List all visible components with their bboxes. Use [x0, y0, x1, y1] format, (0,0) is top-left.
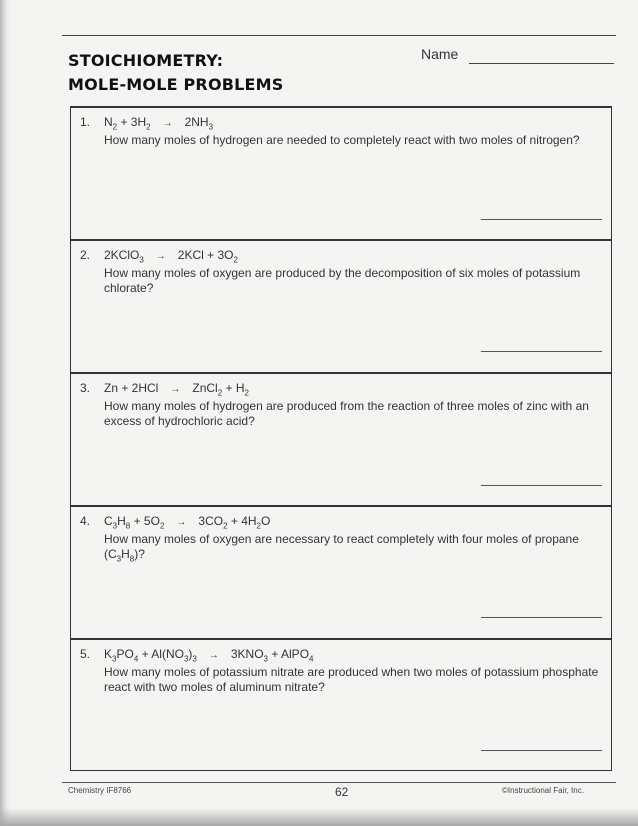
answer-line[interactable]	[481, 617, 602, 618]
footer-book-id: Chemistry IF8766	[68, 786, 132, 795]
page-left-shadow	[0, 0, 10, 826]
problem-number: 5.	[80, 647, 91, 661]
arrow-icon: →	[170, 384, 181, 395]
problem-question: How many moles of hydrogen are needed to completely react with two moles of nitrogen?	[104, 133, 580, 147]
problem-box-4	[70, 505, 612, 639]
title-line-2: MOLE-MOLE PROBLEMS	[68, 75, 284, 94]
page-number: 62	[335, 785, 349, 799]
problem-question: How many moles of oxygen are produced by the decomposition of six moles of potassium chlorate?	[104, 266, 581, 295]
problem-box-1	[70, 106, 612, 240]
chemical-equation: $N_2 + 3H_2 \to 2NH_3$	[104, 115, 214, 132]
answer-line[interactable]	[481, 219, 602, 220]
footer-copyright: ©Instructional Fair, Inc.	[502, 786, 584, 795]
problem-question: How many moles of oxygen are necessary to react completely with four moles of propane $(C_3H_8)$?	[104, 532, 579, 564]
footer-rule	[62, 782, 616, 783]
arrow-icon: →	[208, 650, 219, 661]
title-line-1: STOICHIOMETRY:	[68, 51, 224, 70]
problem-question: How many moles of hydrogen are produced from the reaction of three moles of zinc with an excess of hydrochloric acid?	[104, 399, 589, 428]
problem-box-5	[70, 638, 612, 771]
problem-box-3	[70, 372, 612, 506]
problem-number: 3.	[80, 381, 91, 395]
chemical-equation: Zn + 2HCl → ZnCl$_2$ + $H_2$	[104, 381, 249, 398]
chemical-equation: $K_3PO_4 + Al(NO_3)_3 \to 3KNO_3$ + AlPO$_4$	[104, 647, 314, 664]
name-field-line[interactable]	[469, 63, 614, 64]
problem-number: 4.	[80, 514, 91, 528]
problem-box-2	[70, 239, 612, 373]
problem-question: How many moles of potassium nitrate are produced when two moles of potassium phosphate react with two moles of aluminum nitrate?	[104, 665, 599, 694]
page-bottom-shadow	[0, 808, 638, 826]
chemical-equation: 2KClO$_3$ → $2KCl + 3O_2$	[104, 248, 238, 265]
header-rule	[62, 35, 616, 36]
name-label: Name	[421, 46, 459, 62]
answer-line[interactable]	[481, 750, 602, 751]
worksheet-title	[68, 49, 284, 97]
answer-line[interactable]	[481, 485, 602, 486]
arrow-icon: →	[155, 251, 166, 262]
answer-line[interactable]	[481, 351, 602, 352]
problem-number: 2.	[80, 248, 91, 262]
problem-number: 1.	[80, 115, 91, 129]
arrow-icon: →	[162, 118, 173, 129]
arrow-icon: →	[176, 517, 187, 528]
chemical-equation: $C_3H_8 + 5O_2 \to 3CO_2 + 4H_2O$	[104, 514, 271, 531]
